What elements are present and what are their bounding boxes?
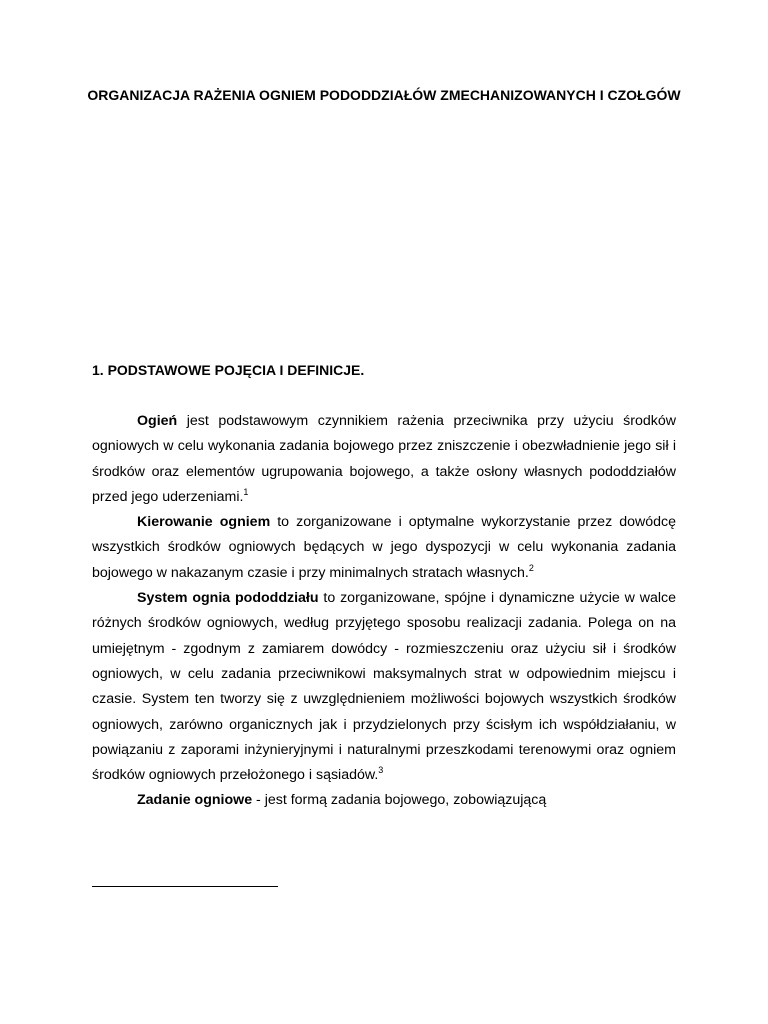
footnote-ref[interactable]: 1 bbox=[243, 486, 249, 497]
footnote-ref[interactable]: 2 bbox=[528, 562, 534, 573]
footnote-separator bbox=[92, 886, 278, 887]
paragraph-text: jest podstawowym czynnikiem rażenia przeciwnika przy użyciu środków ogniowych w celu wykonania zadania bojowego przez zniszczenie i obezwładnienie jego sił i środków oraz elementów ugrupowania bojowego, a także osłony własnych pododdziałów przed jego uderzeniami. bbox=[92, 413, 676, 505]
term-system-ognia: System ognia pododdziału bbox=[137, 590, 319, 607]
paragraph-text: to zorganizowane i optymalne wykorzystanie przez dowódcę wszystkich środków ogniowych będących w jego dyspozycji w celu wykonania zadania bojowego w nakazanym czasie i przy minimalnych stratach własnych. bbox=[92, 514, 676, 581]
document-title: ORGANIZACJA RAŻENIA OGNIEM PODODDZIAŁÓW ZMECHANIZOWANYCH I CZOŁGÓW bbox=[87, 87, 681, 103]
section-heading: 1. PODSTAWOWE POJĘCIA I DEFINICJE. bbox=[92, 362, 365, 378]
term-zadanie-ogniowe: Zadanie ogniowe bbox=[137, 792, 253, 809]
term-kierowanie-ogniem: Kierowanie ogniem bbox=[137, 514, 271, 531]
footnote-ref[interactable]: 3 bbox=[378, 765, 384, 776]
paragraph-text: - jest formą zadania bojowego, zobowiązującą bbox=[252, 792, 547, 809]
paragraph-zadanie-ogniowe bbox=[92, 788, 676, 813]
term-ogien: Ogień bbox=[137, 413, 178, 429]
paragraph-kierowanie-ogniem bbox=[92, 510, 676, 586]
paragraph-system-ognia bbox=[92, 586, 676, 788]
paragraph-text: to zorganizowane, spójne i dynamiczne użycie w walce różnych środków ogniowych, według przyjętego sposobu realizacji zadania. Polega on na umiejętnym - zgodnym z zamiarem dowódcy - rozmieszczeniu oraz użyciu sił i środków ogniowych, w celu zadania przeciwnikowi maksymalnych strat w odpowiednim miejscu i czasie. System ten tworzy się z uwzględnieniem możliwości bojowych wszystkich środków ogniowych, zarówno organicznych jak i przydzielonych przy ścisłym ich współdziałaniu, w powiązaniu z zaporami inżynieryjnymi i naturalnymi przeszkodami terenowymi oraz ogniem środków ogniowych przełożonego i sąsiadów. bbox=[92, 590, 676, 784]
paragraph-ogien bbox=[92, 409, 676, 510]
document-body bbox=[92, 409, 676, 814]
